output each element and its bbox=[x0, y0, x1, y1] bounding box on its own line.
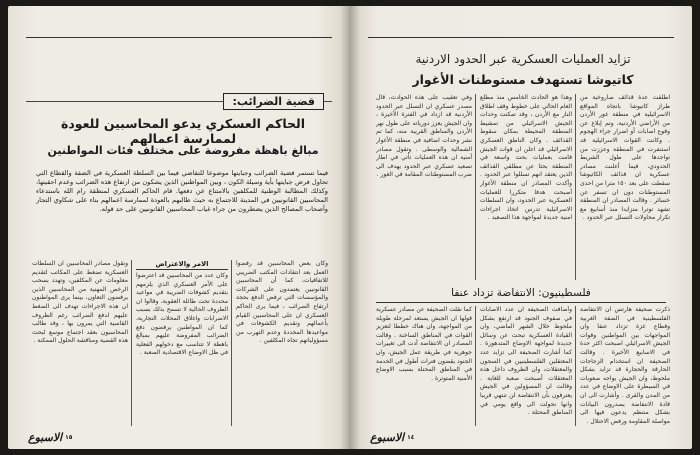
column-middle: وكان عدد من المحاسبين قد اعترضوا على الأمر العسكري الذي يلزمهم بتقديم كشوفات الضريبة في مواعيد محددة تحت طائلة العقوبة، وقالوا ان الظروف الحالية لا تسمح بذلك بسبب الاضرابات واغلاق المحلات التجارية، كما ان المواطنين يرفضون دفع الضرائب المفروضة عليهم بمبالغ باهظة لا تتناسب مع دخولهم الفعلية في ظل الاوضاع الاقتصادية الصعبة . bbox=[136, 272, 228, 357]
article-lead: فيما تستمر قضية الضرائب وجبايتها موضوعا للتقاضي فيما بين السلطة العسكرية في الضفة والقطاع التي تحاول فرض جبايتها بأية وسيلة الكون ، وبين المواطنين الذين يشكون من ارتفاع هذه الضرائب وعدم احقيتها، وكذلك المطالبة الوطنية للمكلفين بالامتناع عن دفعها. قام الحاكم العسكري لمنطقة رام الله باستدعاء المحاسبين القانونيين في المدينة للاجتماع به حيث طالبهم بالعودة لممارسة اعمالهم بناء على شكاوي التجار وأصحاب المصالح الذين يضطرون من جراء غياب المحاسبين القانونيين على حد قوله. bbox=[36, 169, 328, 213]
left-page bbox=[8, 6, 350, 449]
article-headline: الحاكم العسكري يدعو المحاسبين للعودة لممارسة اعمالهم bbox=[61, 116, 305, 146]
top-column-right: اطلقت عدة قذائف صاروخية من طراز كاتيوشا باتجاه المواقع الاسرائيلية في منطقة غور الأردن من الأراضي الأردنية، وتم إبلاغ عن وقوع اصابات أو اضرار جراء الهجوم . وكانت القوات الاسرائيلية قد استنفرت في المنطقة وعززت من تواجدها على طول الشريط الحدودي، فيما أعلنت مصادر عسكرية ان قذائف الكاتيوشا سقطت على بعد ١٥٠ مترا من احدى المستوطنات دون ان تسفر عن خسائر . وقالت المصادر ان المنطقة تشهد توترا متزايدا منذ أسابيع مع تكرار محاولات التسلل عبر الحدود . bbox=[580, 94, 670, 222]
column-right: وكان بعض المحاسبين قد رفضوا العمل بعد انتقادات المكتب الضريبي للاتفاقيات، كما أن المحاسبين القانونيين يعتمدون على الشركات والمؤسسات التي ترفض الدفع بحجة ارتفاع الضرائب ، فيما يرى الحاكم العسكري ان على المحاسبين القيام بأعمالهم وتقديم الكشوفات في مواعيدها المحددة وعدم التهرب من مسؤولياتهم تجاه المكلفين . bbox=[236, 260, 328, 345]
bottom-column-middle: وأضافت الصحيفة ان عدد الاصابات في صفوف الجنود قد ارتفع بشكل ملحوظ خلال الشهر الماضي، وان القيادة العسكرية تبحث عن وسائل جديدة لمواجهة الاوضاع المتدهورة . كما أشارت الصحيفة الى تزايد عدد المعتقلين الفلسطينيين في السجون والمعتقلات، وان الظروف داخل هذه المعتقلات أصبحت صعبة للغاية . وقالت ان المسؤولين في الجيش يعترفون بأن الانتفاضة لن تنتهي قريبا وانها تحولت الى واقع يومي في المناطق المحتلة . bbox=[480, 306, 572, 417]
magazine-logo: الاسبوع bbox=[370, 431, 405, 444]
article-headline: كاتيوشا تستهدف مستوطنات الأغوار bbox=[412, 72, 634, 87]
bottom-column-right: ذكرت صحيفة هآرتس ان الانتفاضة الفلسطينية في الضفة الغربية وقطاع غزة تزداد عنفا وان المواجهات بين المواطنين وقوات الجيش الاسرائيلي اصبحت اكثر حدة في الاسابيع الأخيرة . وقالت الصحيفة ان استخدام الزجاجات الحارقة والحجارة قد تزايد بشكل ملحوظ، وان الجيش يواجه صعوبات في السيطرة على الاوضاع في عدد من المدن والقرى . وأشارت الى ان قادة الانتفاضة يصدرون البيانات بشكل منتظم يدعون فيها الى مواصلة المقاومة ورفض الاحتلال . bbox=[580, 306, 670, 425]
article-kicker: قضية الضرائب: bbox=[223, 93, 324, 110]
article-kicker: تزايد العمليات العسكرية عبر الحدود الاردنية bbox=[415, 52, 631, 66]
article-subhead: مبالغ باهظة مفروضة على مختلف فئات المواطنين bbox=[47, 144, 319, 157]
section-heading: فلسطينيون: الانتفاضة تزداد عنفا bbox=[376, 287, 666, 303]
magazine-logo: الاسبوع bbox=[28, 431, 63, 444]
top-rule bbox=[26, 37, 332, 38]
column-left: وتقول مصادر المحاسبين ان السلطات العسكرية تضغط على المكاتب لتقديم معلومات عن المكلفين، وتهدد بسحب الرخص المهنية من المحاسبين الذين يرفضون التعاون، بينما يرى المواطنون ان هذه الاجراءات تهدف الى الضغط عليهم لدفع الضرائب رغم الظروف القاسية التي يمرون بها ، وقد طالب المحاسبون بعقد اجتماع موسع لبحث هذه القضية ومناقشة الحلول الممكنة . bbox=[32, 260, 128, 345]
top-column-middle: وهذا هو الحادث الخامس منذ مطلع العام الحالي على خطوط وقف اطلاق النار مع الأردن ، وقد تمكنت وحدات الجيش الاسرائيلي من تمشيط المنطقة المحيطة بمكان سقوط القذائف . وكان الناطق العسكري الاسرائيلي قد اعلن ان قوات الجيش قامت بعمليات بحث واسعة في المنطقة بحثا عن مطلقي القذائف الذين يعتقد انهم تسللوا عبر الحدود . وأكدت المصادر ان منطقة الأغوار أصبحت هدفا متكررا للعمليات العسكرية عبر الحدود، وان السلطات الاسرائيلية تدرس اتخاذ اجراءات امنية جديدة لمواجهة هذا التصعيد . bbox=[480, 94, 572, 222]
page-footer-right bbox=[370, 431, 414, 444]
page-number: ١٥ bbox=[65, 434, 73, 441]
column-middle-label: الامر والاعتراض bbox=[136, 260, 228, 270]
page-number: ١٤ bbox=[407, 434, 415, 441]
top-column-left: وفي تعقيب على هذه الحوادث، قال مصدر عسكري ان التسلل عبر الحدود الأردنية قد ازداد في الفترة الأخيرة ، وان الجيش يعزز دورياته على طول نهر الأردن والمناطق القريبة منه، كما تم نشر وحدات اضافية في منطقة الأغوار الشمالية والوسطى . وتقول مصادر أمنية ان هذه العمليات تأتي في اطار تصعيد عسكري عبر الحدود يهدف الى ضرب المستوطنات المقامة في الغور . bbox=[376, 94, 472, 179]
page-footer-left bbox=[28, 431, 72, 444]
top-rule bbox=[368, 37, 674, 38]
bottom-column-left: كما نقلت الصحيفة عن مصادر عسكرية قولها ان الجيش يستعد لمرحلة طويلة من المواجهة، وان هناك خططا لتعزيز القوات في المناطق الساخنة . وقالت المصادر ان الانتفاضة أدت الى تغييرات جوهرية في طريقة عمل الجيش، وان الجنود يقضون فترات أطول في الخدمة في المناطق المحتلة بسبب الاوضاع الأمنية المتوترة . bbox=[376, 306, 472, 382]
magazine-spread bbox=[8, 6, 692, 449]
right-page bbox=[350, 6, 692, 449]
